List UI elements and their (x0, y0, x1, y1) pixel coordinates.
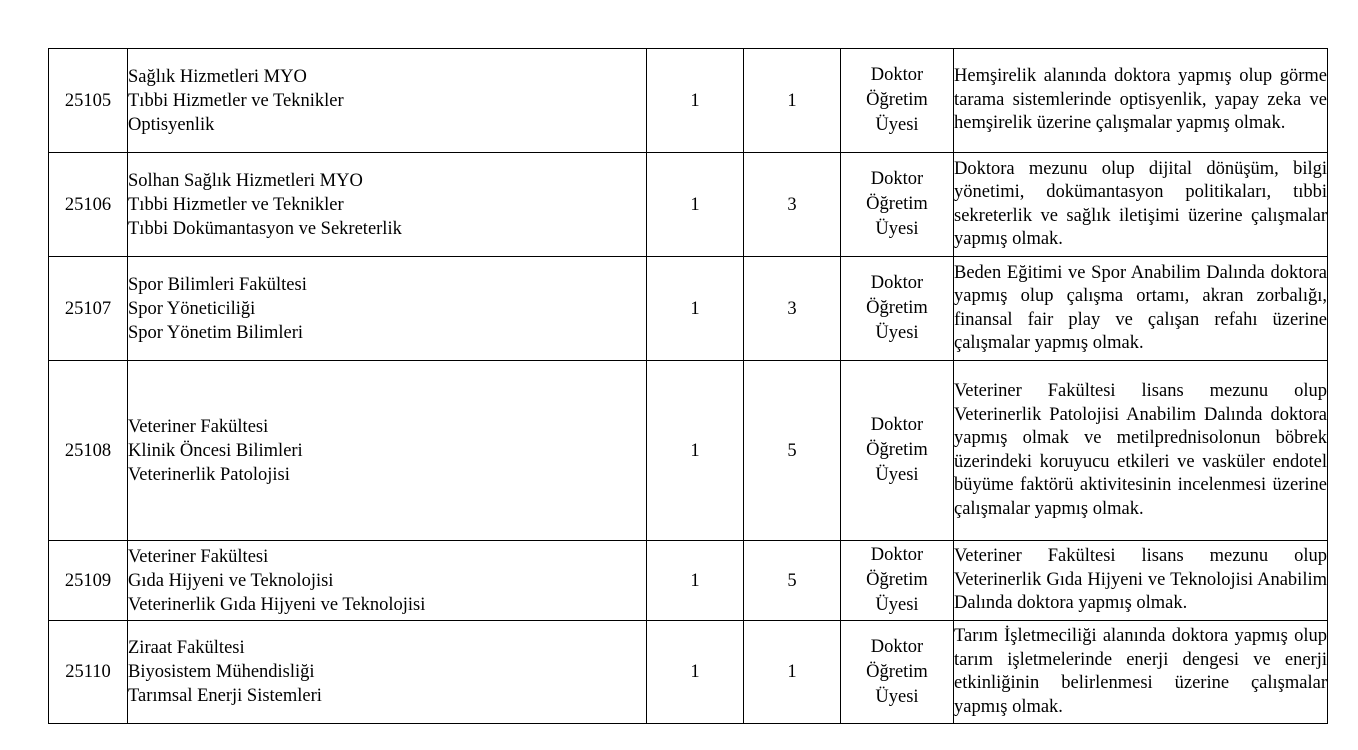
academic-title (841, 361, 954, 541)
unit-cell (128, 361, 647, 541)
unit-cell (128, 541, 647, 621)
title-line: Öğretim (866, 661, 928, 682)
unit-cell (128, 621, 647, 724)
title-line: Öğretim (866, 440, 928, 460)
requirement-text: Doktora mezunu olup dijital dönüşüm, bilgi yönetimi, dokümantasyon politikaları, tıbbi sekreterlik ve sağlık iletişimi üzerine çalışmalar yapmış olmak. (954, 153, 1328, 257)
title-line: Üyesi (875, 686, 919, 707)
faculty-name: Spor Bilimleri Fakültesi (128, 274, 307, 295)
faculty-name: Veteriner Fakültesi (128, 546, 269, 567)
title-line: Üyesi (875, 115, 919, 135)
title-line: Doktor (870, 273, 924, 293)
requirement-text: Veteriner Fakültesi lisans mezunu olup Veterinerlik Gıda Hijyeni ve Teknolojisi Anabilim Dalında doktora yapmış olmak. (954, 541, 1328, 621)
table-row (49, 257, 1328, 361)
requirement-text: Tarım İşletmeciliği alanında doktora yapmış olup tarım işletmelerinde enerji dengesi ve enerji etkinliğinin belirlenmesi üzerine çalışmalar yapmış olmak. (954, 621, 1328, 724)
table-row (49, 541, 1328, 621)
department-name: Gıda Hijyeni ve Teknolojisi (128, 570, 334, 591)
requirement-text: Veteriner Fakültesi lisans mezunu olup Veterinerlik Patolojisi Anabilim Dalında doktora yapmış olmak ve metilprednisolonun böbrek üzerindeki koruyucu etkileri ve vasküler endotel büyüme faktörü aktivitesinin incelenmesi üzerine çalışmalar yapmış olmak. (954, 361, 1328, 541)
table-row (49, 621, 1328, 724)
title-line: Üyesi (875, 219, 919, 239)
position-code: 25109 (49, 541, 128, 621)
table-row (49, 153, 1328, 257)
table-row (49, 49, 1328, 153)
title-line: Doktor (870, 169, 924, 189)
title-line: Doktor (870, 65, 924, 85)
position-code: 25107 (49, 257, 128, 361)
position-degree: 3 (744, 153, 841, 257)
title-line: Üyesi (875, 323, 919, 343)
position-quantity: 1 (647, 621, 744, 724)
title-line: Üyesi (875, 595, 919, 615)
program-name: Veterinerlik Gıda Hijyeni ve Teknolojisi (128, 594, 426, 615)
position-degree: 5 (744, 541, 841, 621)
position-quantity: 1 (647, 257, 744, 361)
positions-table (48, 48, 1328, 724)
program-name: Spor Yönetim Bilimleri (128, 322, 304, 343)
position-quantity: 1 (647, 541, 744, 621)
department-name: Klinik Öncesi Bilimleri (128, 440, 303, 461)
faculty-name: Ziraat Fakültesi (128, 638, 245, 658)
academic-title (841, 621, 954, 724)
academic-title (841, 153, 954, 257)
position-code: 25105 (49, 49, 128, 153)
faculty-name: Sağlık Hizmetleri MYO (128, 66, 307, 87)
department-name: Biyosistem Mühendisliği (128, 662, 315, 682)
academic-title (841, 49, 954, 153)
position-code: 25108 (49, 361, 128, 541)
position-degree: 3 (744, 257, 841, 361)
position-degree: 5 (744, 361, 841, 541)
program-name: Tıbbi Dokümantasyon ve Sekreterlik (128, 218, 402, 239)
requirement-text: Beden Eğitimi ve Spor Anabilim Dalında doktora yapmış olup çalışma ortamı, akran zorbalığı, finansal fair play ve çalışan refahı üzerine çalışmalar yapmış olmak. (954, 257, 1328, 361)
department-name: Tıbbi Hizmetler ve Teknikler (128, 90, 344, 111)
title-line: Öğretim (866, 90, 928, 110)
title-line: Öğretim (866, 194, 928, 214)
title-line: Doktor (870, 415, 924, 435)
department-name: Spor Yöneticiliği (128, 298, 256, 319)
position-quantity: 1 (647, 49, 744, 153)
unit-cell (128, 153, 647, 257)
academic-title (841, 257, 954, 361)
title-line: Öğretim (866, 298, 928, 318)
academic-title (841, 541, 954, 621)
title-line: Doktor (870, 545, 924, 565)
faculty-name: Solhan Sağlık Hizmetleri MYO (128, 170, 363, 191)
faculty-name: Veteriner Fakültesi (128, 416, 269, 437)
position-degree: 1 (744, 49, 841, 153)
unit-cell (128, 49, 647, 153)
position-code: 25110 (49, 621, 128, 724)
program-name: Tarımsal Enerji Sistemleri (128, 686, 322, 706)
program-name: Optisyenlik (128, 114, 215, 135)
unit-cell (128, 257, 647, 361)
position-quantity: 1 (647, 361, 744, 541)
program-name: Veterinerlik Patolojisi (128, 464, 290, 485)
title-line: Doktor (870, 636, 924, 657)
department-name: Tıbbi Hizmetler ve Teknikler (128, 194, 344, 215)
position-degree: 1 (744, 621, 841, 724)
position-code: 25106 (49, 153, 128, 257)
table-row (49, 361, 1328, 541)
position-quantity: 1 (647, 153, 744, 257)
title-line: Üyesi (875, 465, 919, 485)
title-line: Öğretim (866, 570, 928, 590)
requirement-text: Hemşirelik alanında doktora yapmış olup görme tarama sistemlerinde optisyenlik, yapay zeka ve hemşirelik üzerine çalışmalar yapmış olmak. (954, 49, 1328, 153)
